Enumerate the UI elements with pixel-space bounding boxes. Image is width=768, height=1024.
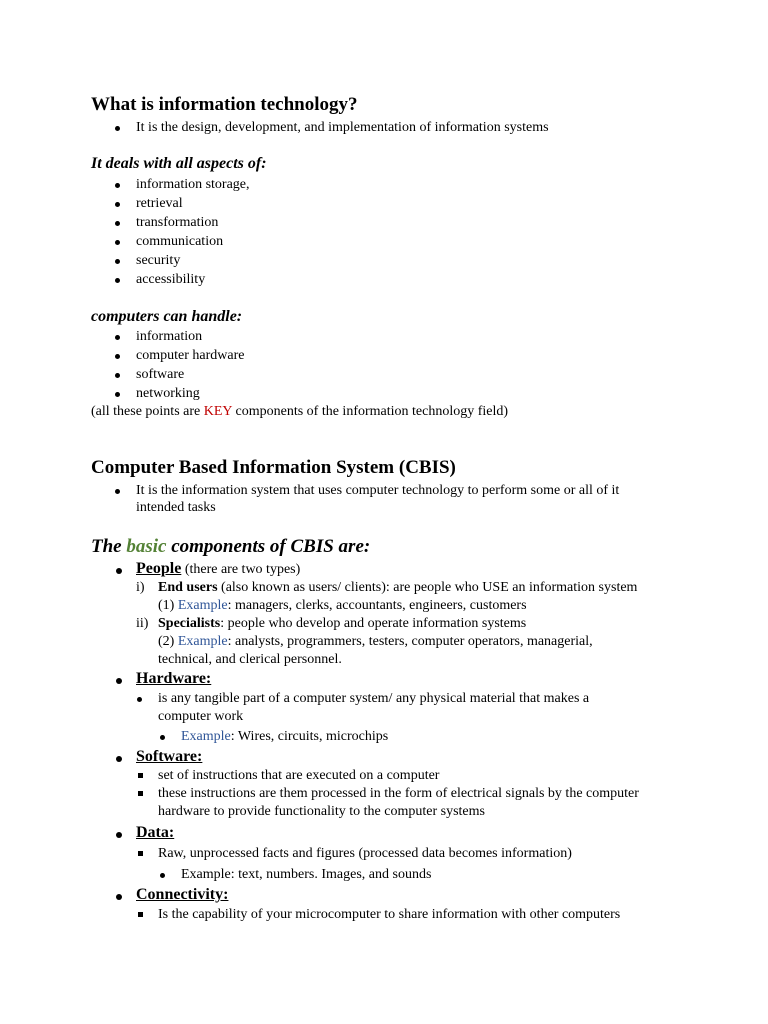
end-users-item xyxy=(158,579,637,597)
hardware-desc-continuation: computer work xyxy=(158,709,244,724)
key-note-before: (all these points are xyxy=(91,404,204,419)
list-item: information storage, xyxy=(136,177,250,192)
data-label: Data: xyxy=(136,824,175,841)
key-note-after: components of the information technology field) xyxy=(232,404,509,419)
hardware-example-text: : Wires, circuits, microchips xyxy=(230,729,389,744)
list-item: transformation xyxy=(136,215,219,230)
list-item: retrieval xyxy=(136,196,183,211)
data-item: Raw, unprocessed facts and figures (processed data becomes information) xyxy=(158,846,572,861)
data-example: Example: text, numbers. Images, and sounds xyxy=(181,867,432,882)
end-users-example-text: : managers, clerks, accountants, engineers, customers xyxy=(227,598,527,613)
list-item: communication xyxy=(136,234,224,249)
connectivity-label: Connectivity: xyxy=(136,886,229,903)
components-heading-rest: components of CBIS are: xyxy=(166,536,371,557)
components-heading-basic: basic xyxy=(126,536,167,557)
list-item: It is the information system that uses computer technology to perform some or all of it xyxy=(136,483,620,498)
list-item: information xyxy=(136,329,203,344)
people-label: People xyxy=(136,560,182,577)
specialists-term: Specialists xyxy=(158,616,221,631)
end-users-numeral: i) xyxy=(136,580,145,595)
software-item: set of instructions that are executed on a computer xyxy=(158,768,440,783)
specialists-example-text: : analysts, programmers, testers, computer operators, managerial, xyxy=(227,634,593,649)
people-note: (there are two types) xyxy=(181,562,301,577)
section-heading-aspects: It deals with all aspects of: xyxy=(91,155,267,172)
list-item: It is the design, development, and implementation of information systems xyxy=(136,120,549,135)
list-item-continuation: intended tasks xyxy=(136,500,216,515)
end-users-example-num: (1) xyxy=(158,598,178,613)
software-label: Software: xyxy=(136,748,203,765)
component-people xyxy=(136,560,300,579)
end-users-example-label: Example xyxy=(177,598,228,613)
hardware-label: Hardware: xyxy=(136,670,212,687)
list-item: security xyxy=(136,253,181,268)
section-heading-computers: computers can handle: xyxy=(91,308,243,325)
end-users-desc: (also known as users/ clients): are people who USE an information system xyxy=(217,580,638,595)
specialists-example-label: Example xyxy=(177,634,228,649)
components-heading xyxy=(91,536,370,558)
list-item: accessibility xyxy=(136,272,206,287)
key-note xyxy=(91,403,508,421)
key-word: KEY xyxy=(203,404,233,419)
list-item: software xyxy=(136,367,185,382)
specialists-desc: : people who develop and operate information systems xyxy=(220,616,527,631)
specialists-example-continuation: technical, and clerical personnel. xyxy=(158,652,342,667)
software-item: these instructions are them processed in the form of electrical signals by the computer xyxy=(158,786,639,801)
end-users-term: End users xyxy=(158,580,218,595)
specialists-example-num: (2) xyxy=(158,634,178,649)
page-title: What is information technology? xyxy=(91,94,358,115)
components-heading-the: The xyxy=(91,536,127,557)
specialists-item xyxy=(158,615,526,633)
hardware-example-label: Example xyxy=(181,729,231,744)
hardware-example xyxy=(181,728,388,746)
specialists-example xyxy=(158,633,593,651)
list-item: networking xyxy=(136,386,200,401)
cbis-title: Computer Based Information System (CBIS) xyxy=(91,457,456,478)
list-item: computer hardware xyxy=(136,348,245,363)
hardware-desc: is any tangible part of a computer system/ any physical material that makes a xyxy=(158,691,590,706)
connectivity-item: Is the capability of your microcomputer to share information with other computers xyxy=(158,907,621,922)
end-users-example xyxy=(158,597,527,615)
software-item-continuation: hardware to provide functionality to the computer systems xyxy=(158,804,485,819)
specialists-numeral: ii) xyxy=(136,616,149,631)
